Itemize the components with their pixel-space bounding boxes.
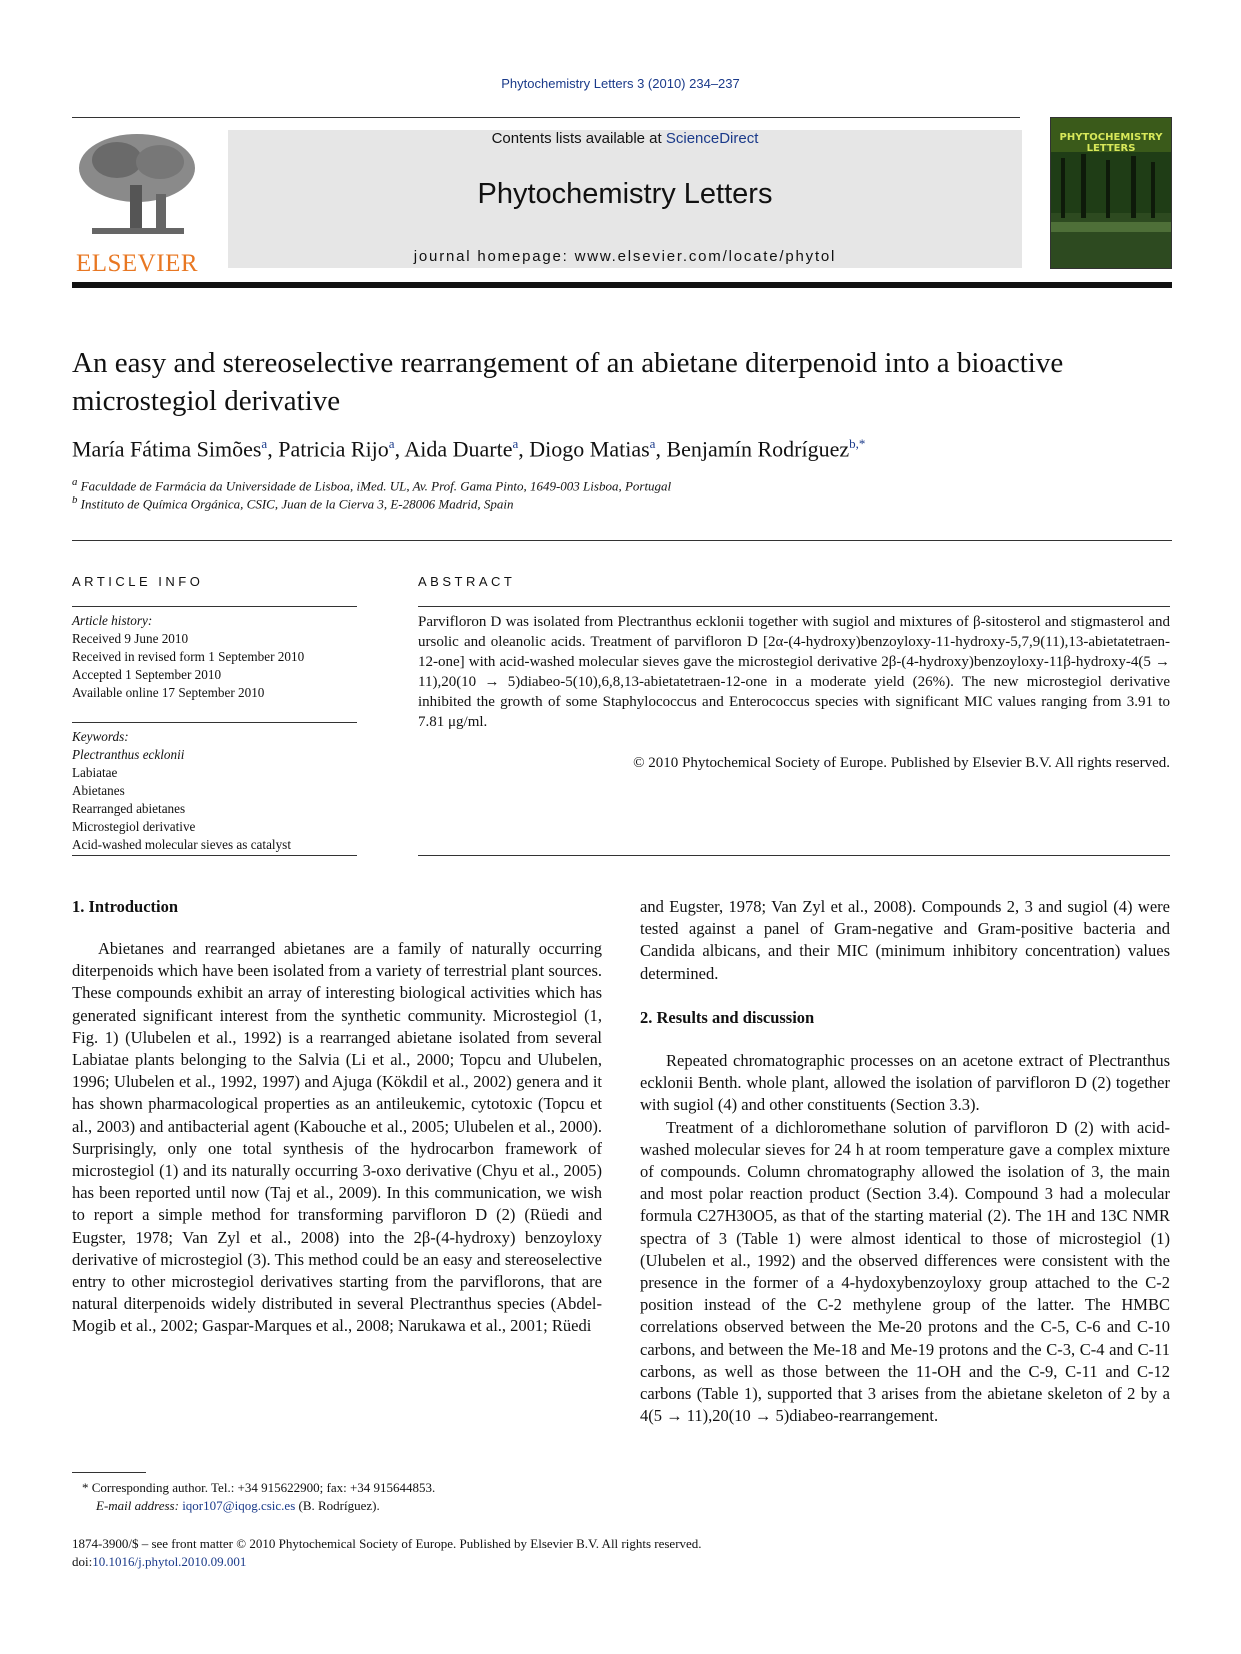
right-column-top [640, 896, 1170, 985]
email-link[interactable]: iqor107@iqog.csic.es [182, 1498, 296, 1513]
abstract-text: Parvifloron D was isolated from Plectranthus ecklonii together with sugiol and mixtures of β-sitosterol and stigmasterol and ursolic and oleanolic acids. Treatment of parvifloron D [2α-(4-hydroxy)benzoyloxy-11-hydroxy-5,7,9(11),13-abietatetraen-12-one] with acid-washed molecular sieves gave the microstegiol derivative 2β-(4-hydroxy)benzoyloxy-11β-hydroxy-4(5 → 11),20(10 → 5)diabeo-5(10),6,8,13-abietatetraen-12-one in a moderate yield (26%). The new microstegiol derivative inhibited the growth of some Staphylococcus and Enterococcus species with significant MIC values ranging from 3.91 to 7.81 μg/ml. [418, 614, 1170, 730]
affiliation-b [72, 494, 513, 512]
author-affiliation-mark[interactable]: a [388, 436, 395, 451]
affiliation-text: Faculdade de Farmácia da Universidade de Lisboa, iMed. UL, Av. Prof. Gama Pinto, 1649-003 Lisboa, Portugal [80, 478, 672, 494]
keywords [72, 728, 357, 854]
publisher-name: ELSEVIER [75, 250, 199, 277]
history-online: Available online 17 September 2010 [72, 685, 265, 700]
intro-continuation: and Eugster, 1978; Van Zyl et al., 2008). Compounds 2, 3 and sugiol (4) were tested against a panel of Gram-negative and Gram-positive bacteria and Candida albicans, and their MIC (minimum inhibitory concentration) values determined. [640, 897, 1170, 983]
keyword: Acid-washed molecular sieves as catalyst [72, 837, 291, 852]
author: Diogo Matias [529, 436, 650, 462]
affiliation-a [72, 476, 671, 494]
history-received: Received 9 June 2010 [72, 631, 189, 646]
author: Patricia Rijo [278, 436, 389, 462]
sciencedirect-link[interactable]: ScienceDirect [665, 130, 759, 147]
affiliation-mark: b [72, 494, 78, 506]
history-label: Article history: [72, 613, 153, 628]
abstract-copyright: © 2010 Phytochemical Society of Europe. Published by Elsevier B.V. All rights reserved. [633, 755, 1170, 771]
author-affiliation-mark[interactable]: a [261, 436, 268, 451]
keyword: Abietanes [72, 783, 125, 798]
author: Benjamín Rodríguez [666, 436, 850, 462]
article-history [72, 612, 357, 702]
author: Aida Duarte [404, 436, 513, 462]
doi-link[interactable]: 10.1016/j.phytol.2010.09.001 [92, 1554, 247, 1569]
journal-title: Phytochemistry Letters [477, 178, 773, 210]
author-list: María Fátima Simões$^a$, Patricia Rijo$^a$, Aida Duarte$^a$, Diogo Matias$^a$, Benjamín Rodríguez$^{b,*}$ [72, 436, 866, 462]
journal-homepage[interactable]: journal homepage: www.elsevier.com/locate/phytol [413, 248, 837, 265]
author-affiliation-mark[interactable]: b,* [849, 436, 866, 451]
info-rule [72, 855, 357, 856]
issn-line: 1874-3900/$ – see front matter © 2010 Phytochemical Society of Europe. Published by Elsevier B.V. All rights reserved. [72, 1536, 702, 1551]
email-name: (B. Rodríguez). [295, 1498, 380, 1513]
keyword: Microstegiol derivative [72, 819, 196, 834]
abstract-heading: ABSTRACT [418, 574, 516, 589]
journal-reference[interactable]: Phytochemistry Letters 3 (2010) 234–237 [501, 76, 740, 91]
results-heading: 2. Results and discussion [640, 1008, 815, 1027]
author-affiliation-mark[interactable]: a [649, 436, 656, 451]
contents-prefix: Contents lists available at [491, 130, 666, 147]
keyword: Labiatae [72, 765, 118, 780]
header-thick-rule [72, 282, 1172, 288]
history-accepted: Accepted 1 September 2010 [72, 667, 222, 682]
affiliation-mark: a [72, 476, 78, 488]
affiliation-text: Instituto de Química Orgánica, CSIC, Juan de la Cierva 3, E-28006 Madrid, Spain [80, 496, 514, 512]
introduction-text [72, 938, 602, 1338]
tree-icon [72, 130, 202, 242]
history-revised: Received in revised form 1 September 2010 [72, 649, 305, 664]
doi-line [72, 1554, 246, 1570]
footnote-rule [72, 1472, 146, 1473]
results-paragraph: Repeated chromatographic processes on an acetone extract of Plectranthus ecklonii Benth. whole plant, allowed the isolation of parvifloron D (2) together with sugiol (4) and other constituents (Section 3.3). [640, 1051, 1170, 1115]
results-paragraph: Treatment of a dichloromethane solution of parvifloron D (2) with acid-washed molecular sieves for 24 h at room temperature gave a complex mixture of compounds. Column chromatography allowed the isolation of 3, the main and most polar reaction product (Section 3.4). Compound 3 had a molecular formula C27H30O5, as that of the starting material (2). The 1H and 13C NMR spectra of 3 (Table 1) were almost identical to those of microstegiol (1) (Ulubelen et al., 1992) and the observed differences were consistent with the presence in the former of a 4-hydoxybenzoyloxy group attached to the C-2 position instead of the C-2 methylene group of the latter. The HMBC correlations observed between the Me-20 protons and the C-5, C-6 and C-10 carbons, and between the Me-18 and Me-19 protons and the C-3, C-4 and C-11 carbons, as well as those between the 11-OH and the C-9, C-11 and C-12 carbons (Table 1), supported that 3 arises from the abietane skeleton of 2 by a 4(5 → 11),20(10 → 5)diabeo-rearrangement. [640, 1117, 1170, 1426]
keyword: Rearranged abietanes [72, 801, 186, 816]
email-line [96, 1498, 380, 1514]
cover-title: PHYTOCHEMISTRY LETTERS [1059, 132, 1163, 154]
email-label: E-mail address: [96, 1498, 183, 1513]
introduction-heading: 1. Introduction [72, 897, 179, 916]
corresponding-author: * Corresponding author. Tel.: +34 915622900; fax: +34 915644853. [82, 1480, 436, 1495]
article-info-heading: ARTICLE INFO [72, 574, 204, 589]
abstract-rule [418, 606, 1170, 607]
section-rule [72, 540, 1172, 541]
contents-line [228, 130, 1022, 147]
introduction-paragraph: Abietanes and rearranged abietanes are a family of naturally occurring diterpenoids which have been isolated from a variety of terrestrial plant sources. These compounds exhibit an array of interesting biological activities which has generated significant interest from the synthetic community. Microstegiol (1, Fig. 1) (Ulubelen et al., 1992) is a rearranged abietane isolated from several Labiatae plants belonging to the Salvia (Li et al., 2000; Topcu and Ulubelen, 1996; Ulubelen et al., 1992, 1997) and Ajuga (Kökdil et al., 2002) genera and it has shown pharmacological properties as an antileukemic, cytotoxic (Topcu et al., 2003) and antibacterial agent (Kabouche et al., 2005; Ulubelen et al., 2000). Surprisingly, only one total synthesis of the hydrocarbon framework of microstegiol (1) and its naturally occurring 3-oxo derivative (Chyu et al., 2005) has been reported until now (Taj et al., 2009). In this communication, we wish to report a simple method for transforming parvifloron D (2) (Rüedi and Eugster, 1978; Van Zyl et al., 2008) into the 2β-(4-hydroxy) benzoyloxy derivative of microstegiol (3). This method could be an easy and stereoselective entry to other microstegiol derivatives starting from the parviflorons, that are natural diterpenoids widely distributed in several Plectranthus species (Abdel-Mogib et al., 2002; Gaspar-Marques et al., 2008; Narukawa et al., 2001; Rüedi [72, 939, 602, 1336]
article-title: An easy and stereoselective rearrangement of an abietane diterpenoid into a bioactive microstegiol derivative [72, 347, 1064, 417]
header-rule [72, 117, 1020, 118]
journal-cover[interactable] [1050, 117, 1172, 269]
elsevier-logo[interactable] [72, 130, 202, 277]
info-rule [72, 722, 357, 723]
results-text [640, 1050, 1170, 1427]
info-rule [72, 606, 357, 607]
author: María Fátima Simões [72, 436, 262, 462]
keyword: Plectranthus ecklonii [72, 747, 185, 762]
keywords-label: Keywords: [72, 729, 129, 744]
abstract-rule [418, 855, 1170, 856]
doi-label: doi: [72, 1554, 93, 1569]
author-affiliation-mark[interactable]: a [512, 436, 519, 451]
